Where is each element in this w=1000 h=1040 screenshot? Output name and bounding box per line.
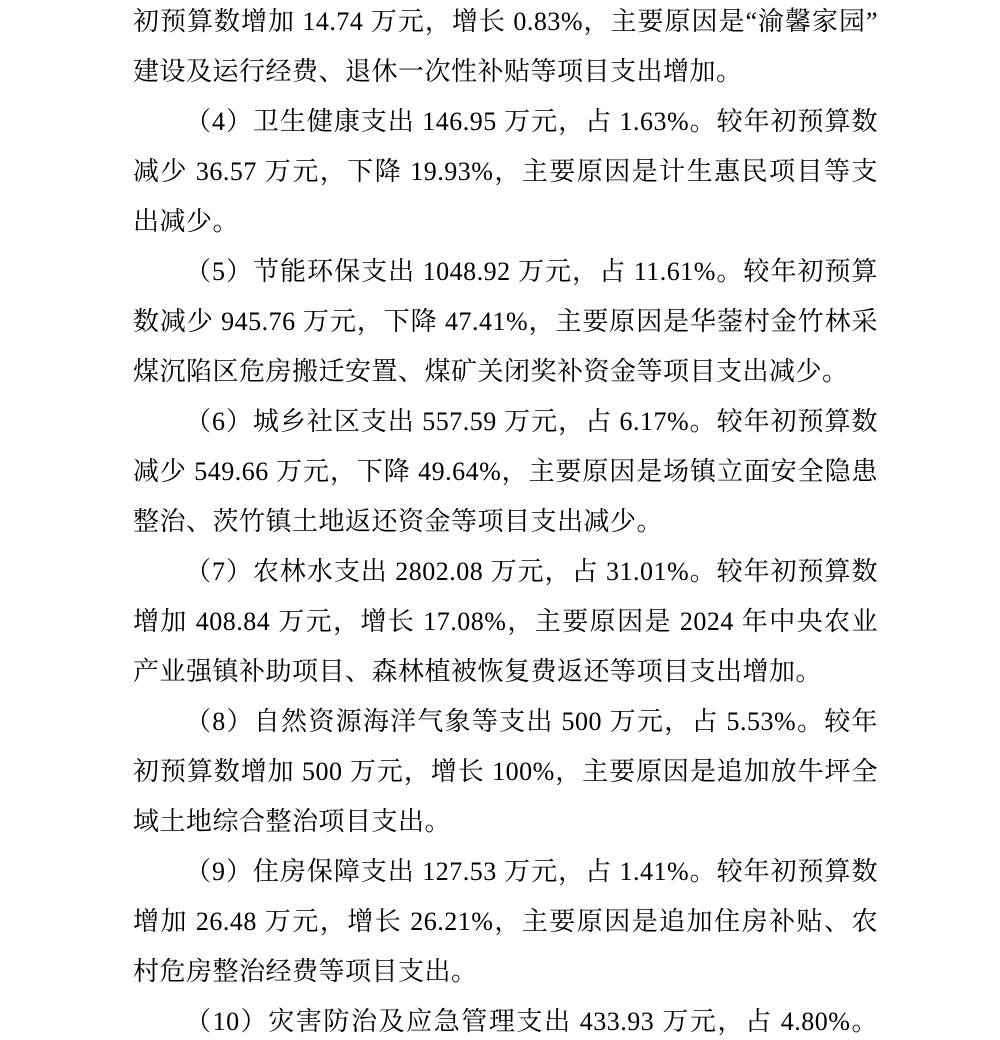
- text-line: 建设及运行经费、退休一次性补贴等项目支出增加。: [133, 57, 743, 86]
- text-line: 村危房整治经费等项目支出。: [133, 957, 478, 986]
- text-line: （5）节能环保支出 1048.92 万元，占 11.61%。较年初预算: [185, 257, 878, 286]
- paragraph-item-7: [133, 547, 878, 697]
- text-line: （7）农林水支出 2802.08 万元，占 31.01%。较年初预算数: [185, 557, 878, 586]
- text-line: 初预算数增加 500 万元，增长 100%，主要原因是追加放牛坪全: [133, 757, 878, 786]
- text-line: 减少 549.66 万元，下降 49.64%，主要原因是场镇立面安全隐患: [133, 457, 878, 486]
- text-line: （9）住房保障支出 127.53 万元，占 1.41%。较年初预算数: [185, 857, 878, 886]
- text-line: 整治、茨竹镇土地返还资金等项目支出减少。: [133, 507, 664, 536]
- text-line: 出减少。: [133, 207, 240, 236]
- text-line: 减少 36.57 万元，下降 19.93%，主要原因是计生惠民项目等支: [133, 157, 878, 186]
- paragraph-continuation: [133, 0, 878, 97]
- text-line: （6）城乡社区支出 557.59 万元，占 6.17%。较年初预算数: [185, 407, 878, 436]
- text-line: 数减少 945.76 万元，下降 47.41%，主要原因是华蓥村金竹林采: [133, 307, 878, 336]
- paragraph-item-6: [133, 397, 878, 547]
- text-line: （8）自然资源海洋气象等支出 500 万元，占 5.53%。较年: [185, 707, 878, 736]
- text-line: 煤沉陷区危房搬迁安置、煤矿关闭奖补资金等项目支出减少。: [133, 357, 849, 386]
- paragraph-item-4: [133, 97, 878, 247]
- paragraph-item-9: [133, 847, 878, 997]
- text-line: 初预算数增加 14.74 万元，增长 0.83%，主要原因是“渝馨家园”: [133, 7, 878, 36]
- text-line: 增加 408.84 万元，增长 17.08%，主要原因是 2024 年中央农业: [133, 607, 878, 636]
- text-line: （10）灾害防治及应急管理支出 433.93 万元，占 4.80%。: [185, 1007, 878, 1036]
- paragraph-item-5: [133, 247, 878, 397]
- text-line: （4）卫生健康支出 146.95 万元，占 1.63%。较年初预算数: [185, 107, 878, 136]
- text-line: 域土地综合整治项目支出。: [133, 807, 452, 836]
- paragraph-item-8: [133, 697, 878, 847]
- text-line: 产业强镇补助项目、森林植被恢复费返还等项目支出增加。: [133, 657, 823, 686]
- document-content: [133, 0, 878, 1040]
- text-line: 增加 26.48 万元，增长 26.21%，主要原因是追加住房补贴、农: [133, 907, 878, 936]
- paragraph-item-10: [133, 997, 878, 1040]
